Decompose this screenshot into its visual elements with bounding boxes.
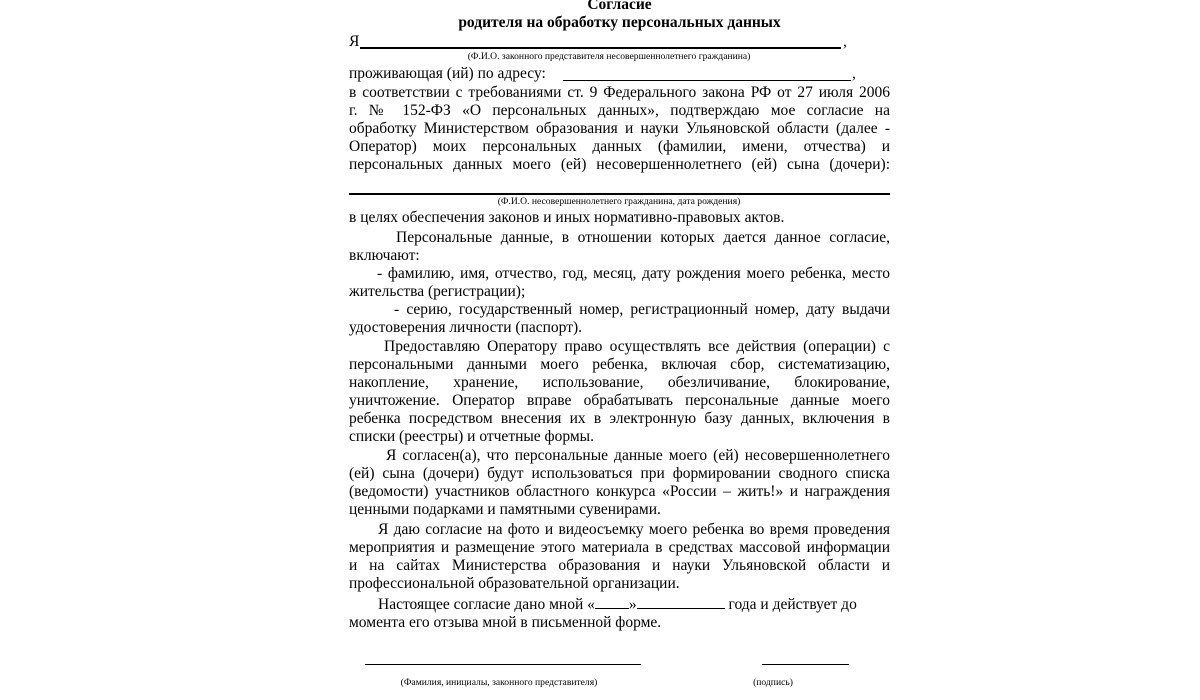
p1-line-3: обработку Министерством образования и науки Ульяновской области (далее - xyxy=(349,120,890,137)
p1-line-1: в соответствии с требованиями ст. 9 Федерального закона РФ от 27 июля 2006 xyxy=(349,84,890,101)
p3-line-1: Предоставляю Оператору право осуществлять все действия (операции) с xyxy=(384,338,890,355)
signer-name-caption: (Фамилия, инициалы, законного представителя) xyxy=(400,677,598,688)
p4-line-4: ценными подарками и памятными сувенирами. xyxy=(349,501,661,518)
p2-line-1: Персональные данные, в отношении которых дается данное согласие, xyxy=(396,229,890,246)
address-label: проживающая (ий) по адресу: xyxy=(349,65,546,82)
item1-line-1: - фамилию, имя, отчество, год, месяц, дату рождения моего ребенка, место xyxy=(377,265,890,282)
p5-line-4: профессиональной образовательной организации. xyxy=(349,575,680,592)
child-caption: (Ф.И.О. несовершеннолетнего гражданина, дата рождения) xyxy=(497,196,741,207)
signature-caption: (подпись) xyxy=(753,677,793,688)
item2-line-2: удостоверения личности (паспорт). xyxy=(349,319,583,336)
consent-document xyxy=(349,0,890,700)
p6-start: Настоящее согласие дано мной « xyxy=(378,596,595,613)
day-field[interactable] xyxy=(595,596,629,609)
purpose-text: в целях обеспечения законов и иных нормативно-правовых актов. xyxy=(349,209,785,226)
p3-line-2: персональными данными моего ребенка, включая сбор, систематизацию, xyxy=(349,356,890,373)
address-comma: , xyxy=(852,65,856,82)
item2-line-1: - серию, государственный номер, регистрационный номер, дату выдачи xyxy=(394,301,890,318)
p6-end: года и действует до xyxy=(724,596,857,613)
i-label: Я xyxy=(349,33,360,50)
child-name-field[interactable] xyxy=(349,193,890,195)
p5-line-2: мероприятия и размещение этого материала в средствах массовой информации xyxy=(349,539,890,556)
p4-line-2: (ей) сына (дочери) будут использоваться при формировании сводного списка xyxy=(349,465,890,482)
p2-line-2: включают: xyxy=(349,247,420,264)
p1-line-5: персональных данных моего (ей) несовершеннолетнего (ей) сына (дочери): xyxy=(349,156,890,173)
p3-line-4: уничтожение. Оператор вправе обрабатывать персональные данные моего xyxy=(349,392,890,409)
p4-line-1: Я согласен(а), что персональные данные моего (ей) несовершеннолетнего xyxy=(386,447,890,464)
p3-line-6: списки (реестры) и отчетные формы. xyxy=(349,428,594,445)
guardian-caption: (Ф.И.О. законного представителя несовершеннолетнего гражданина) xyxy=(467,51,751,62)
p6-line-2: момента его отзыва мной в письменной форме. xyxy=(349,614,662,631)
p3-line-3: накопление, хранение, использование, обезличивание, блокирование, xyxy=(349,374,890,391)
p6-mid: » xyxy=(628,596,637,613)
p1-line-2: г. № 152-ФЗ «О персональных данных», подтверждаю мое согласие на xyxy=(349,102,890,119)
item1-line-2: жительства (регистрации); xyxy=(349,283,526,300)
month-field[interactable] xyxy=(637,596,725,609)
address-field[interactable] xyxy=(563,80,851,81)
p3-line-5: ребенка посредством внесения их в электронную базу данных, включения в xyxy=(349,410,890,427)
guardian-name-field[interactable] xyxy=(360,47,841,49)
p5-line-1: Я даю согласие на фото и видеосъемку моего ребенка во время проведения xyxy=(378,521,890,538)
signature-field[interactable] xyxy=(762,664,849,665)
p4-line-3: (ведомости) участников областного конкурса «России – жить!» и награждения xyxy=(349,483,890,500)
signer-name-field[interactable] xyxy=(365,664,641,665)
p1-line-4: Оператор) моих персональных данных (фамилии, имени, отчества) и xyxy=(349,138,890,155)
p6-line-1 xyxy=(378,596,890,614)
document-title: Согласие xyxy=(587,0,652,13)
document-subtitle: родителя на обработку персональных данных xyxy=(458,14,781,31)
guardian-comma: , xyxy=(843,33,847,50)
p5-line-3: и на сайтах Министерства образования и науки Ульяновской области и xyxy=(349,557,890,574)
